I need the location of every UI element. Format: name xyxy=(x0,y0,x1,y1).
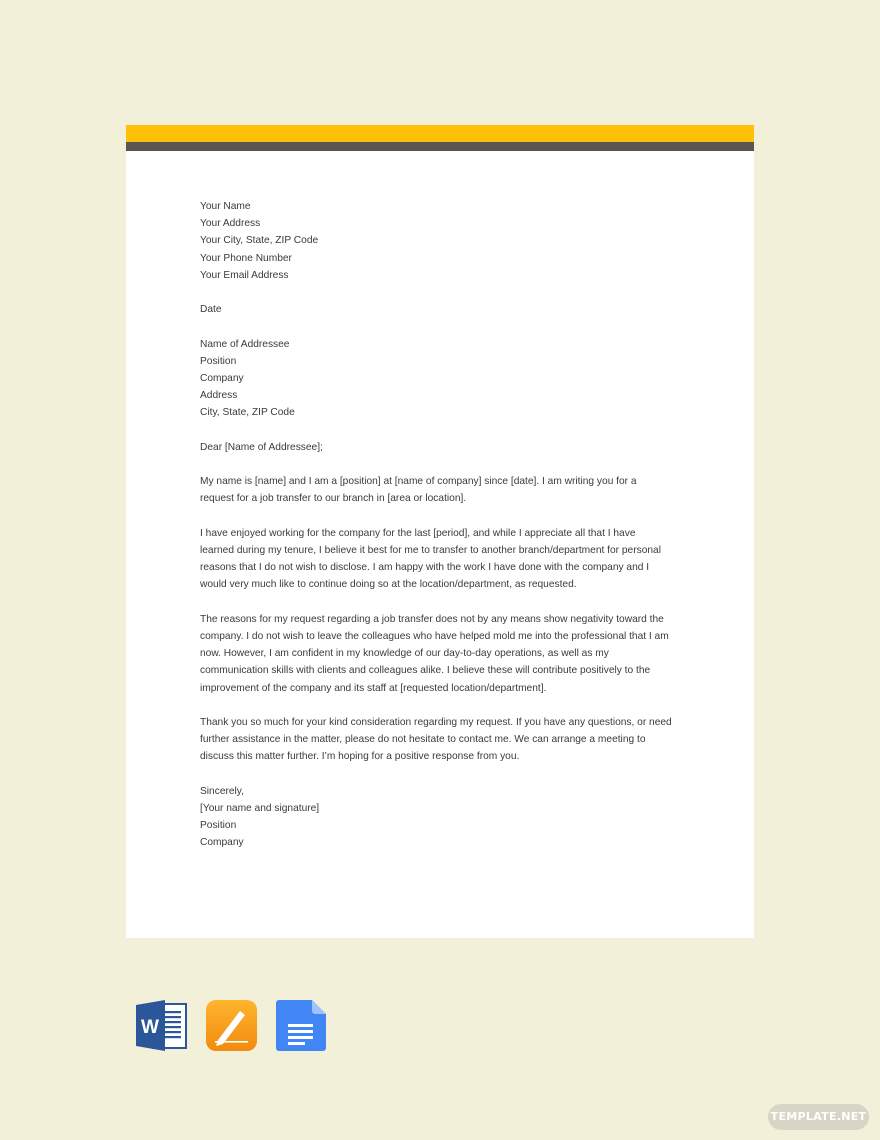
closing-signature: [Your name and signature] xyxy=(200,802,320,814)
paragraph-reasons-request xyxy=(200,611,700,697)
closing-block xyxy=(200,783,700,852)
sender-address: Your Address xyxy=(200,218,261,230)
paragraph-thanks xyxy=(200,714,700,766)
date-block xyxy=(200,301,700,318)
closing-position: Position xyxy=(200,820,237,832)
closing-company: Company xyxy=(200,837,244,849)
paragraph-line: request for a job transfer to our branch in [area or location]. xyxy=(200,493,467,505)
header-dark-bar xyxy=(126,142,754,151)
paragraph-line: My name is [name] and I am a [position] at [name of company] since [date]. I am writing you for a xyxy=(200,476,637,488)
letter-date: Date xyxy=(200,304,222,316)
letter-body xyxy=(200,198,700,869)
recipient-address: Address xyxy=(200,390,238,402)
paragraph-line: would very much like to continue doing so at the location/department, as requested. xyxy=(200,579,577,591)
salutation-block xyxy=(200,439,700,456)
pages-icon[interactable] xyxy=(206,1000,257,1051)
paragraph-line: Thank you so much for your kind consideration regarding my request. If you have any questions, or need xyxy=(200,716,672,728)
sender-name: Your Name xyxy=(200,201,251,212)
word-icon[interactable] xyxy=(136,1000,187,1051)
salutation: Dear [Name of Addressee]; xyxy=(200,441,323,453)
recipient-block xyxy=(200,336,700,422)
paragraph-line: company. I do not wish to leave the colleagues who have helped mold me into the professional that I am xyxy=(200,630,669,642)
sender-phone: Your Phone Number xyxy=(200,252,292,264)
sender-block xyxy=(200,198,700,284)
paragraph-line: I have enjoyed working for the company for the last [period], and while I appreciate all that I have xyxy=(200,527,636,539)
paragraph-line: reasons that I do not wish to disclose. I am happy with the work I have done with the company and I xyxy=(200,562,650,574)
recipient-company: Company xyxy=(200,373,244,384)
recipient-position: Position xyxy=(200,355,237,367)
sender-city: Your City, State, ZIP Code xyxy=(200,235,319,247)
paragraph-line: further assistance in the matter, please do not hesitate to contact me. We can arrange a meeting to xyxy=(200,734,646,746)
closing-sincerely: Sincerely, xyxy=(200,785,244,797)
paragraph-line: learned during my tenure, I believe it best for me to transfer to another branch/department for personal xyxy=(200,544,661,556)
document-page xyxy=(126,125,754,938)
paragraph-intro xyxy=(200,473,700,507)
svg-text:W: W xyxy=(141,1017,159,1038)
paragraph-line: improvement of the company and its staff at [requested location/department]. xyxy=(200,682,547,694)
header-accent-bar xyxy=(126,125,754,142)
paragraph-line: discuss this matter further. I’m hoping for a positive response from you. xyxy=(200,751,520,763)
sender-email: Your Email Address xyxy=(200,269,289,281)
recipient-city: City, State, ZIP Code xyxy=(200,407,295,419)
recipient-name: Name of Addressee xyxy=(200,338,290,350)
paragraph-reasons-personal xyxy=(200,525,700,594)
paragraph-line: The reasons for my request regarding a job transfer does not by any means show negativity toward the xyxy=(200,613,664,625)
paragraph-line: now. However, I am confident in my knowledge of our day-to-day operations, as well as my xyxy=(200,648,609,660)
template-net-badge[interactable]: TEMPLATE.NET xyxy=(768,1104,869,1130)
paragraph-line: communication skills with clients and colleagues alike. I believe these will contribute positively to the xyxy=(200,665,651,677)
google-docs-icon[interactable] xyxy=(276,1000,327,1051)
